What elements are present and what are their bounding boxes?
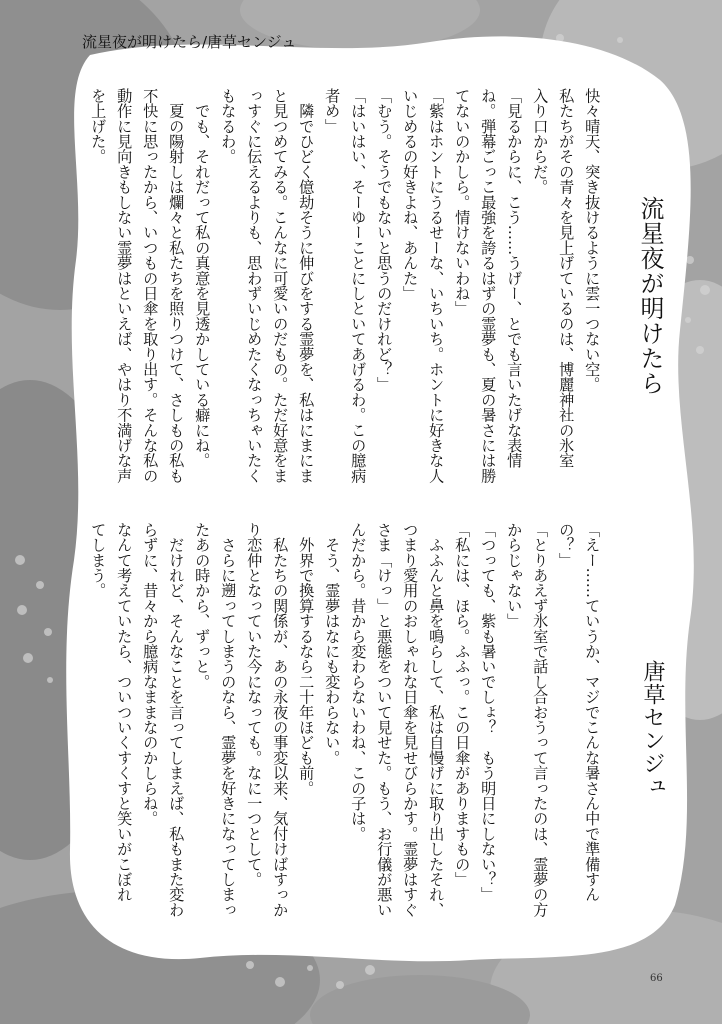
text-column: 動作に見向きもしない霊夢はといえば、やはり不満げな声 (115, 88, 134, 484)
text-column: を上げた。 (89, 88, 108, 164)
text-column: ね。弾幕ごっこ最強を誇るはずの霊夢も、夏の暑さには勝 (479, 88, 498, 484)
text-column: つまり愛用のおしゃれな日傘を見せびらかす。霊夢はすぐ (401, 522, 420, 918)
text-column: てしまう。 (89, 522, 108, 598)
text-column: もなるわ。 (219, 88, 238, 164)
story-author: 唐草センジュ (640, 660, 665, 798)
text-column: っすぐに伝えるよりも、思わずいじめたくなっちゃいたく (245, 88, 264, 484)
text-column: 入り口からだ。 (531, 88, 550, 195)
page-number: 66 (650, 973, 663, 984)
text-column: んだから。昔から変わらないわね、この子は。 (349, 522, 368, 842)
text-column: 「むう。そうでもないと思うのだけれど？」 (375, 88, 394, 392)
text-column: 快々晴天、突き抜けるように雲一つない空。 (583, 88, 602, 392)
text-column: たあの時から、ずっと。 (193, 522, 212, 690)
text-column: 私たちの関係が、あの永夜の事変以来、気付けばすっか (271, 522, 290, 918)
text-column: からじゃない」 (505, 522, 524, 629)
text-column: さらに遡ってしまうのなら、霊夢を好きになってしまっ (219, 522, 238, 918)
text-column: 私たちがその青々を見上げているのは、博麗神社の氷室 (557, 88, 576, 468)
text-column: さま「けっ」と悪態をついて見せた。もう、お行儀が悪い (375, 522, 394, 918)
text-column: り恋仲となっていた今になっても。なに一つとして。 (245, 522, 264, 887)
text-column: ふふんと鼻を鳴らして、私は自慢げに取り出したそれ、 (427, 522, 446, 918)
text-column: でも、それだって私の真意を見透かしている癖にね。 (193, 88, 212, 468)
text-column: 「つっても、紫も暑いでしょ？ もう明日にしない？」 (479, 522, 498, 902)
running-header: 流星夜が明けたら/唐草センジュ (82, 33, 297, 51)
text-column: 「とりあえず氷室で話し合おうって言ったのは、霊夢の方 (531, 522, 550, 918)
story-title: 流星夜が明けたら (636, 196, 664, 396)
text-column: てないのかしら。情けないわね」 (453, 88, 472, 316)
text-column: と見つめてみる。こんなに可愛いのだもの。ただ好意をま (271, 88, 290, 484)
text-column: 「はいはい、そーゆーことにしといてあげるわ。この臆病 (349, 88, 368, 484)
text-column: いじめるの好きよね、あんた」 (401, 88, 420, 301)
text-column: だけれど、そんなことを言ってしまえば、私もまた変わ (167, 522, 186, 918)
text-column: そう、霊夢はなにも変わらない。 (323, 522, 342, 766)
text-column: 「見るからに、こう……うげー、とでも言いたげな表情 (505, 88, 524, 468)
text-column: 「私には、ほら。ふふっ。この日傘がありますもの」 (453, 522, 472, 887)
text-column: 「えー……ていうか、マジでこんな暑さん中で準備すん (583, 522, 602, 902)
text-column: 夏の陽射しは爛々と私たちを照りつけて、さしもの私も (167, 88, 186, 484)
text-column: の？」 (557, 522, 576, 568)
text-column: らずに、昔々から臆病なままなのかしらね。 (141, 522, 160, 826)
text-column: 「紫はホントにうるせーな、いちいち。ホントに好きな人 (427, 88, 446, 484)
text-column: 隣でひどく億劫そうに伸びをする霊夢を、私はにまにま (297, 88, 316, 484)
text-column: 不快に思ったから、いつもの日傘を取り出す。そんな私の (141, 88, 160, 484)
text-column: なんて考えていたら、ついついくすくすと笑いがこぼれ (115, 522, 134, 902)
text-column: 外界で換算するなら二十年ほども前。 (297, 522, 316, 796)
text-column: 者め」 (323, 88, 342, 134)
